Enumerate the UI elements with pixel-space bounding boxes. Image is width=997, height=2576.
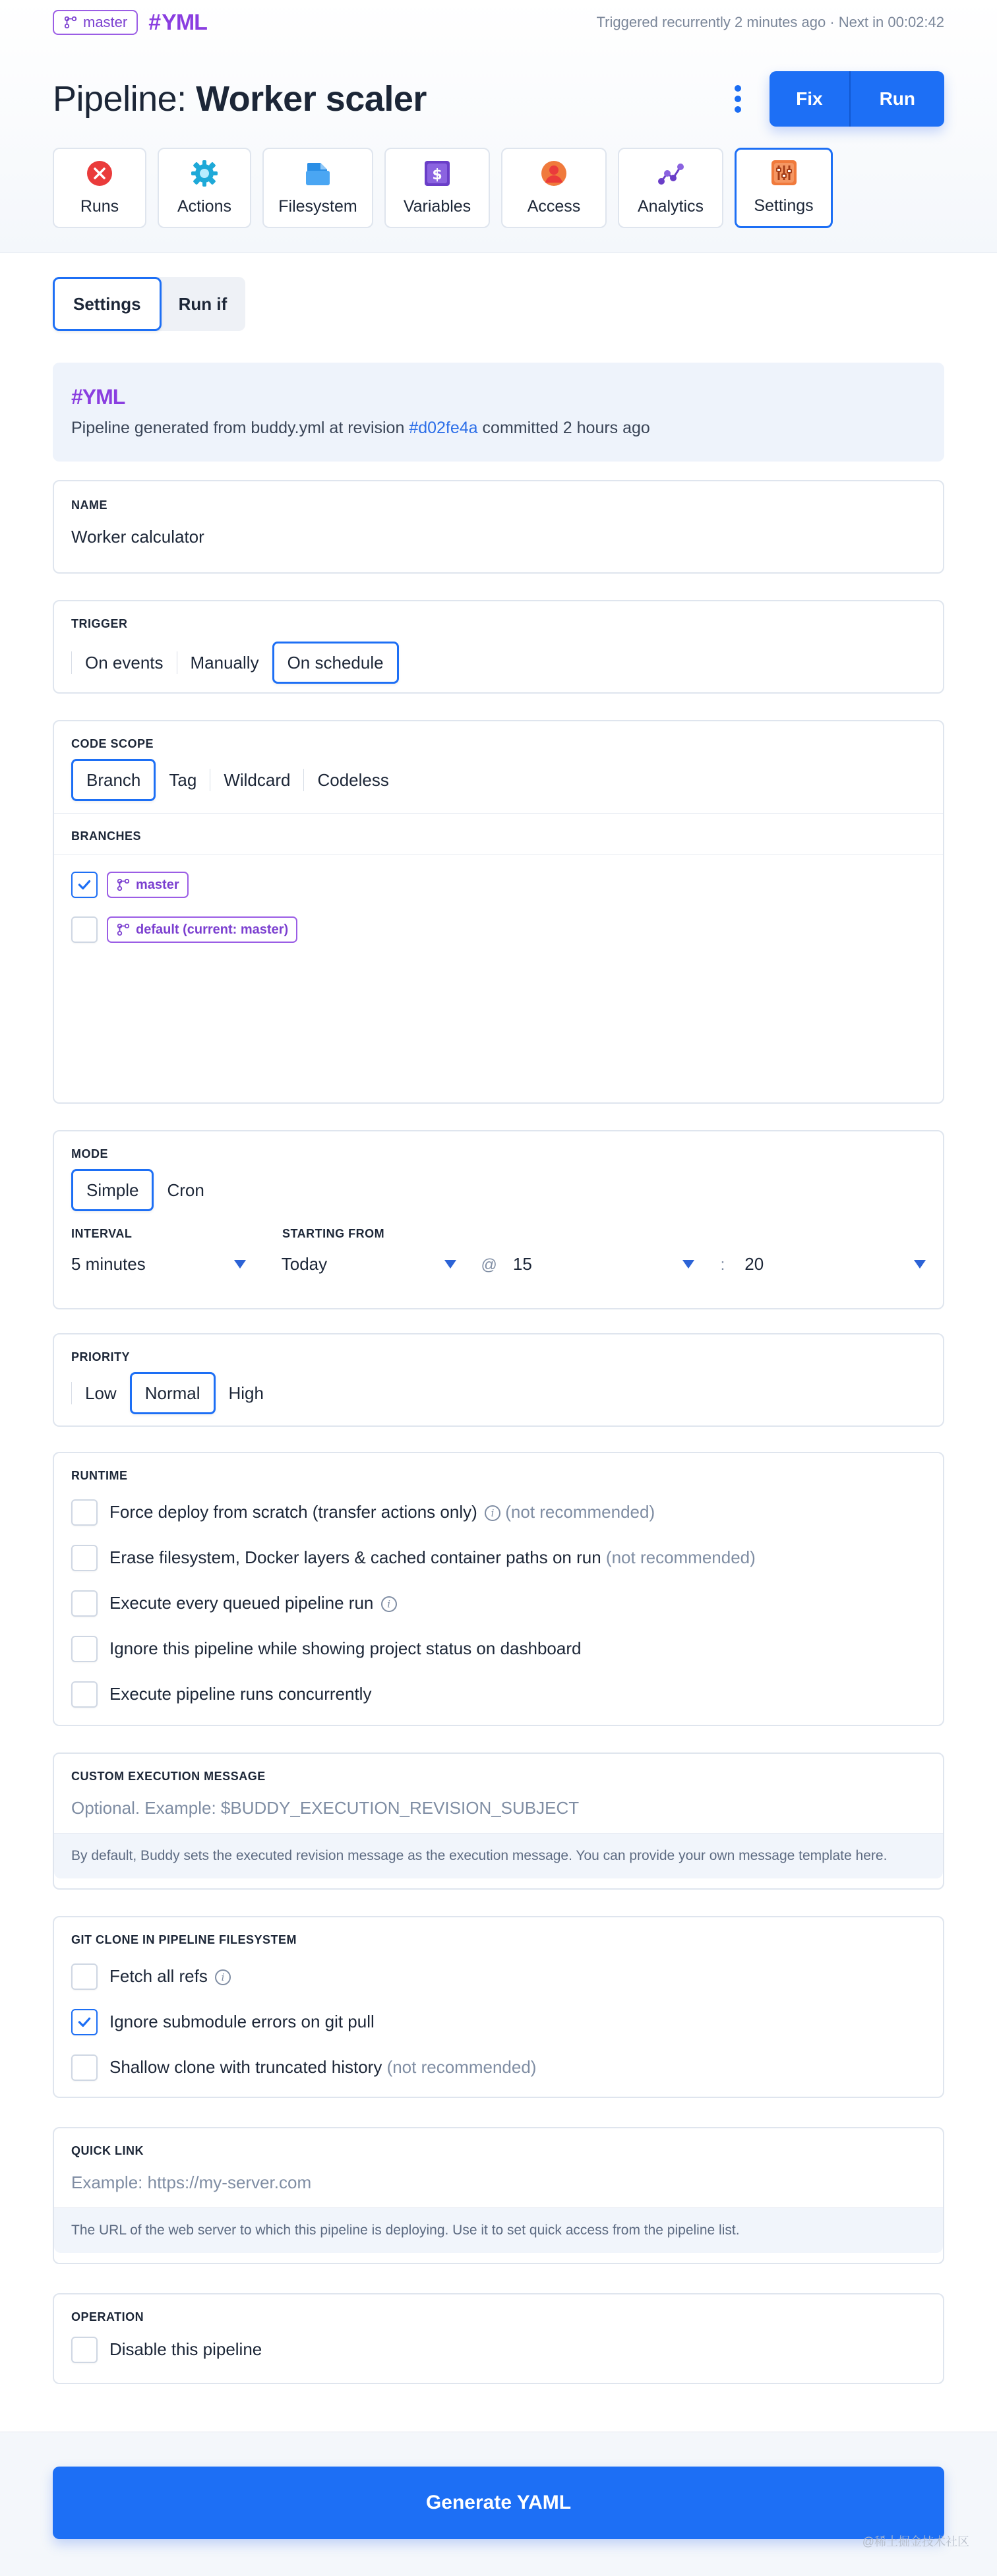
git-option-text: Shallow clone with truncated history bbox=[109, 2057, 382, 2077]
schedule-labels bbox=[71, 1227, 926, 1241]
priority-label: PRIORITY bbox=[71, 1350, 131, 1363]
dollar-icon bbox=[423, 159, 452, 188]
scope-tag[interactable]: Tag bbox=[169, 769, 197, 790]
tab-analytics-label: Analytics bbox=[637, 197, 704, 216]
tab-actions[interactable] bbox=[158, 148, 251, 228]
tab-actions-label: Actions bbox=[177, 197, 231, 216]
minute-select[interactable] bbox=[744, 1254, 926, 1274]
yml-info-suffix: committed 2 hours ago bbox=[477, 419, 650, 437]
mode-card bbox=[53, 1130, 944, 1309]
user-icon bbox=[539, 159, 568, 188]
branch-master-checkbox[interactable] bbox=[71, 872, 98, 898]
scope-wildcard[interactable]: Wildcard bbox=[210, 769, 303, 791]
runtime-option[interactable] bbox=[71, 1671, 926, 1717]
custom-message-label: CUSTOM EXECUTION MESSAGE bbox=[71, 1770, 266, 1783]
pipeline-tabs bbox=[53, 148, 833, 228]
git-option[interactable] bbox=[71, 1999, 926, 2045]
hash-icon: # bbox=[71, 385, 82, 409]
quick-link-card bbox=[53, 2127, 944, 2264]
trigger-on-schedule[interactable]: On schedule bbox=[272, 642, 399, 684]
tab-variables[interactable] bbox=[384, 148, 490, 228]
trigger-status: Triggered recurrently 2 minutes ago · Next in 00:02:42 bbox=[596, 14, 944, 30]
starting-value: Today bbox=[281, 1254, 328, 1274]
custom-message-input[interactable]: Optional. Example: $BUDDY_EXECUTION_REVISION_SUBJECT bbox=[71, 1798, 580, 1818]
quick-link-note: The URL of the web server to which this pipeline is deploying. Use it to set quick access from the pipeline list. bbox=[54, 2207, 943, 2253]
trigger-label: TRIGGER bbox=[71, 617, 128, 630]
starting-label: STARTING FROM bbox=[282, 1227, 385, 1240]
mode-options bbox=[71, 1169, 926, 1211]
runtime-option-text: Execute pipeline runs concurrently bbox=[109, 1684, 372, 1704]
page-title bbox=[53, 78, 427, 119]
interval-select[interactable] bbox=[71, 1254, 246, 1274]
revision-link[interactable]: #d02fe4a bbox=[409, 419, 478, 437]
priority-normal[interactable]: Normal bbox=[130, 1372, 216, 1414]
tab-access-label: Access bbox=[527, 197, 581, 216]
not-recommended-note: (not recommended) bbox=[505, 1502, 655, 1522]
colon-separator: : bbox=[720, 1256, 725, 1274]
code-scope-options bbox=[71, 759, 926, 801]
fix-button[interactable]: Fix bbox=[770, 71, 849, 127]
sliders-icon bbox=[770, 158, 799, 187]
chevron-down-icon bbox=[914, 1260, 926, 1269]
branch-icon bbox=[63, 15, 78, 30]
checkbox[interactable] bbox=[71, 1499, 98, 1526]
tab-filesystem-label: Filesystem bbox=[278, 197, 357, 216]
chevron-down-icon bbox=[234, 1260, 246, 1269]
branch-default-chip bbox=[107, 916, 297, 943]
trigger-manually[interactable]: Manually bbox=[177, 651, 272, 674]
runtime-option-text: Erase filesystem, Docker layers & cached container paths on run bbox=[109, 1547, 601, 1567]
checkbox[interactable] bbox=[71, 2009, 98, 2035]
chevron-down-icon bbox=[444, 1260, 456, 1269]
git-clone-label: GIT CLONE IN PIPELINE FILESYSTEM bbox=[71, 1933, 297, 1946]
svg-text:$: $ bbox=[432, 167, 442, 183]
branch-icon bbox=[116, 878, 131, 892]
runtime-card bbox=[53, 1452, 944, 1726]
pipeline-name: Worker scaler bbox=[196, 79, 427, 119]
error-circle-icon bbox=[85, 159, 114, 188]
mode-label: MODE bbox=[71, 1147, 108, 1160]
branch-master-name: master bbox=[136, 877, 179, 892]
yml-info-text bbox=[71, 419, 926, 438]
hour-select[interactable] bbox=[513, 1254, 694, 1274]
operation-label: OPERATION bbox=[71, 2310, 144, 2323]
branch-row[interactable] bbox=[71, 907, 926, 952]
run-button[interactable]: Run bbox=[849, 71, 944, 127]
branch-default-name: default (current: master) bbox=[136, 922, 289, 937]
page-title-prefix: Pipeline: bbox=[53, 79, 187, 119]
priority-options bbox=[71, 1372, 926, 1414]
scope-codeless[interactable]: Codeless bbox=[303, 769, 402, 791]
runtime-option[interactable] bbox=[71, 1535, 926, 1580]
analytics-icon bbox=[656, 159, 685, 188]
branch-default-checkbox[interactable] bbox=[71, 916, 98, 943]
topbar bbox=[53, 9, 944, 36]
disable-pipeline-checkbox[interactable] bbox=[71, 2337, 98, 2363]
yml-logo-text: YML bbox=[162, 9, 207, 35]
priority-card bbox=[53, 1333, 944, 1427]
name-input[interactable]: Worker calculator bbox=[71, 527, 204, 547]
checkbox[interactable] bbox=[71, 1545, 98, 1571]
git-option[interactable] bbox=[71, 1954, 926, 1999]
pipeline-header bbox=[0, 0, 997, 253]
starting-select[interactable] bbox=[282, 1254, 456, 1274]
folder-icon bbox=[303, 159, 332, 188]
runtime-label: RUNTIME bbox=[71, 1469, 128, 1482]
trigger-on-events[interactable]: On events bbox=[71, 651, 177, 674]
runtime-option-text: Ignore this pipeline while showing project status on dashboard bbox=[109, 1638, 582, 1658]
name-label: NAME bbox=[71, 498, 107, 512]
tab-variables-label: Variables bbox=[403, 197, 471, 216]
mode-simple[interactable]: Simple bbox=[71, 1169, 154, 1211]
info-icon[interactable]: i bbox=[381, 1596, 397, 1612]
minute-value: 20 bbox=[744, 1254, 764, 1274]
priority-high[interactable]: High bbox=[228, 1383, 264, 1403]
checkbox[interactable] bbox=[71, 1636, 98, 1662]
trigger-card bbox=[53, 600, 944, 694]
hour-value: 15 bbox=[512, 1254, 532, 1274]
quick-link-label: QUICK LINK bbox=[71, 2144, 144, 2157]
git-clone-card bbox=[53, 1916, 944, 2098]
info-icon[interactable]: i bbox=[485, 1505, 500, 1521]
interval-label: INTERVAL bbox=[71, 1227, 133, 1240]
runtime-option-text: Execute every queued pipeline run bbox=[109, 1593, 374, 1613]
name-card bbox=[53, 480, 944, 574]
quick-link-input[interactable]: Example: https://my-server.com bbox=[71, 2172, 312, 2192]
yml-info-box bbox=[53, 363, 944, 462]
at-separator: @ bbox=[481, 1256, 497, 1274]
git-option-text: Ignore submodule errors on git pull bbox=[109, 2012, 375, 2031]
code-scope-card bbox=[53, 720, 944, 1104]
checkbox[interactable] bbox=[71, 1590, 98, 1617]
mode-cron[interactable]: Cron bbox=[167, 1180, 204, 1200]
hash-icon: # bbox=[148, 9, 161, 35]
branches-label: BRANCHES bbox=[71, 829, 142, 843]
branch-icon bbox=[116, 922, 131, 937]
priority-low[interactable]: Low bbox=[71, 1382, 130, 1404]
trigger-options bbox=[71, 642, 926, 684]
git-option[interactable] bbox=[71, 2045, 926, 2090]
yml-info-logo-text: YML bbox=[82, 385, 125, 409]
yml-info-logo bbox=[71, 385, 926, 409]
chevron-down-icon bbox=[682, 1260, 694, 1269]
footer bbox=[0, 2432, 997, 2576]
check-icon bbox=[76, 2014, 93, 2031]
tab-settings-label: Settings bbox=[754, 196, 814, 215]
custom-message-note: By default, Buddy sets the executed revision message as the execution message. You can provide your own message template here. bbox=[54, 1833, 943, 1878]
tab-runs-label: Runs bbox=[80, 197, 119, 216]
branch-name: master bbox=[83, 14, 128, 30]
scope-branch[interactable]: Branch bbox=[71, 759, 156, 801]
tab-filesystem[interactable] bbox=[262, 148, 373, 228]
operation-option-text: Disable this pipeline bbox=[109, 2339, 262, 2359]
more-options-icon[interactable] bbox=[734, 85, 742, 113]
checkbox[interactable] bbox=[71, 1963, 98, 1990]
tab-analytics[interactable] bbox=[618, 148, 723, 228]
generate-yaml-button[interactable]: Generate YAML bbox=[53, 2467, 944, 2539]
checkbox[interactable] bbox=[71, 2054, 98, 2081]
watermark: @稀土掘金技术社区 bbox=[862, 2535, 969, 2548]
git-option-text: Fetch all refs bbox=[109, 1966, 208, 1986]
branch-master-chip bbox=[107, 872, 189, 898]
runtime-option[interactable] bbox=[71, 1489, 926, 1535]
tab-access[interactable] bbox=[501, 148, 607, 228]
branch-row[interactable] bbox=[71, 862, 926, 907]
title-row bbox=[53, 71, 944, 127]
gear-icon bbox=[190, 159, 219, 188]
code-scope-label: CODE SCOPE bbox=[71, 737, 154, 750]
branch-chip[interactable] bbox=[53, 10, 138, 35]
runtime-option[interactable] bbox=[71, 1626, 926, 1671]
tab-settings[interactable] bbox=[735, 148, 833, 228]
custom-message-card bbox=[53, 1752, 944, 1890]
subtab-settings[interactable]: Settings bbox=[53, 277, 162, 331]
not-recommended-note: (not recommended) bbox=[386, 2057, 537, 2077]
not-recommended-note: (not recommended) bbox=[605, 1547, 756, 1567]
info-icon[interactable]: i bbox=[215, 1969, 231, 1985]
settings-subtabs bbox=[53, 277, 944, 331]
yml-logo bbox=[148, 10, 207, 36]
checkbox[interactable] bbox=[71, 1681, 98, 1708]
runtime-option-text: Force deploy from scratch (transfer actions only) bbox=[109, 1502, 477, 1522]
check-icon bbox=[76, 876, 93, 893]
tab-runs[interactable] bbox=[53, 148, 146, 228]
branches-list bbox=[54, 854, 943, 960]
interval-value: 5 minutes bbox=[71, 1254, 146, 1274]
yml-info-prefix: Pipeline generated from buddy.yml at revision bbox=[71, 419, 409, 437]
action-button-group bbox=[770, 71, 944, 127]
subtab-run-if[interactable]: Run if bbox=[158, 277, 246, 331]
operation-card bbox=[53, 2293, 944, 2384]
settings-content bbox=[53, 277, 944, 2359]
schedule-selects bbox=[71, 1254, 926, 1274]
runtime-option[interactable] bbox=[71, 1580, 926, 1626]
operation-option[interactable] bbox=[71, 2327, 926, 2372]
